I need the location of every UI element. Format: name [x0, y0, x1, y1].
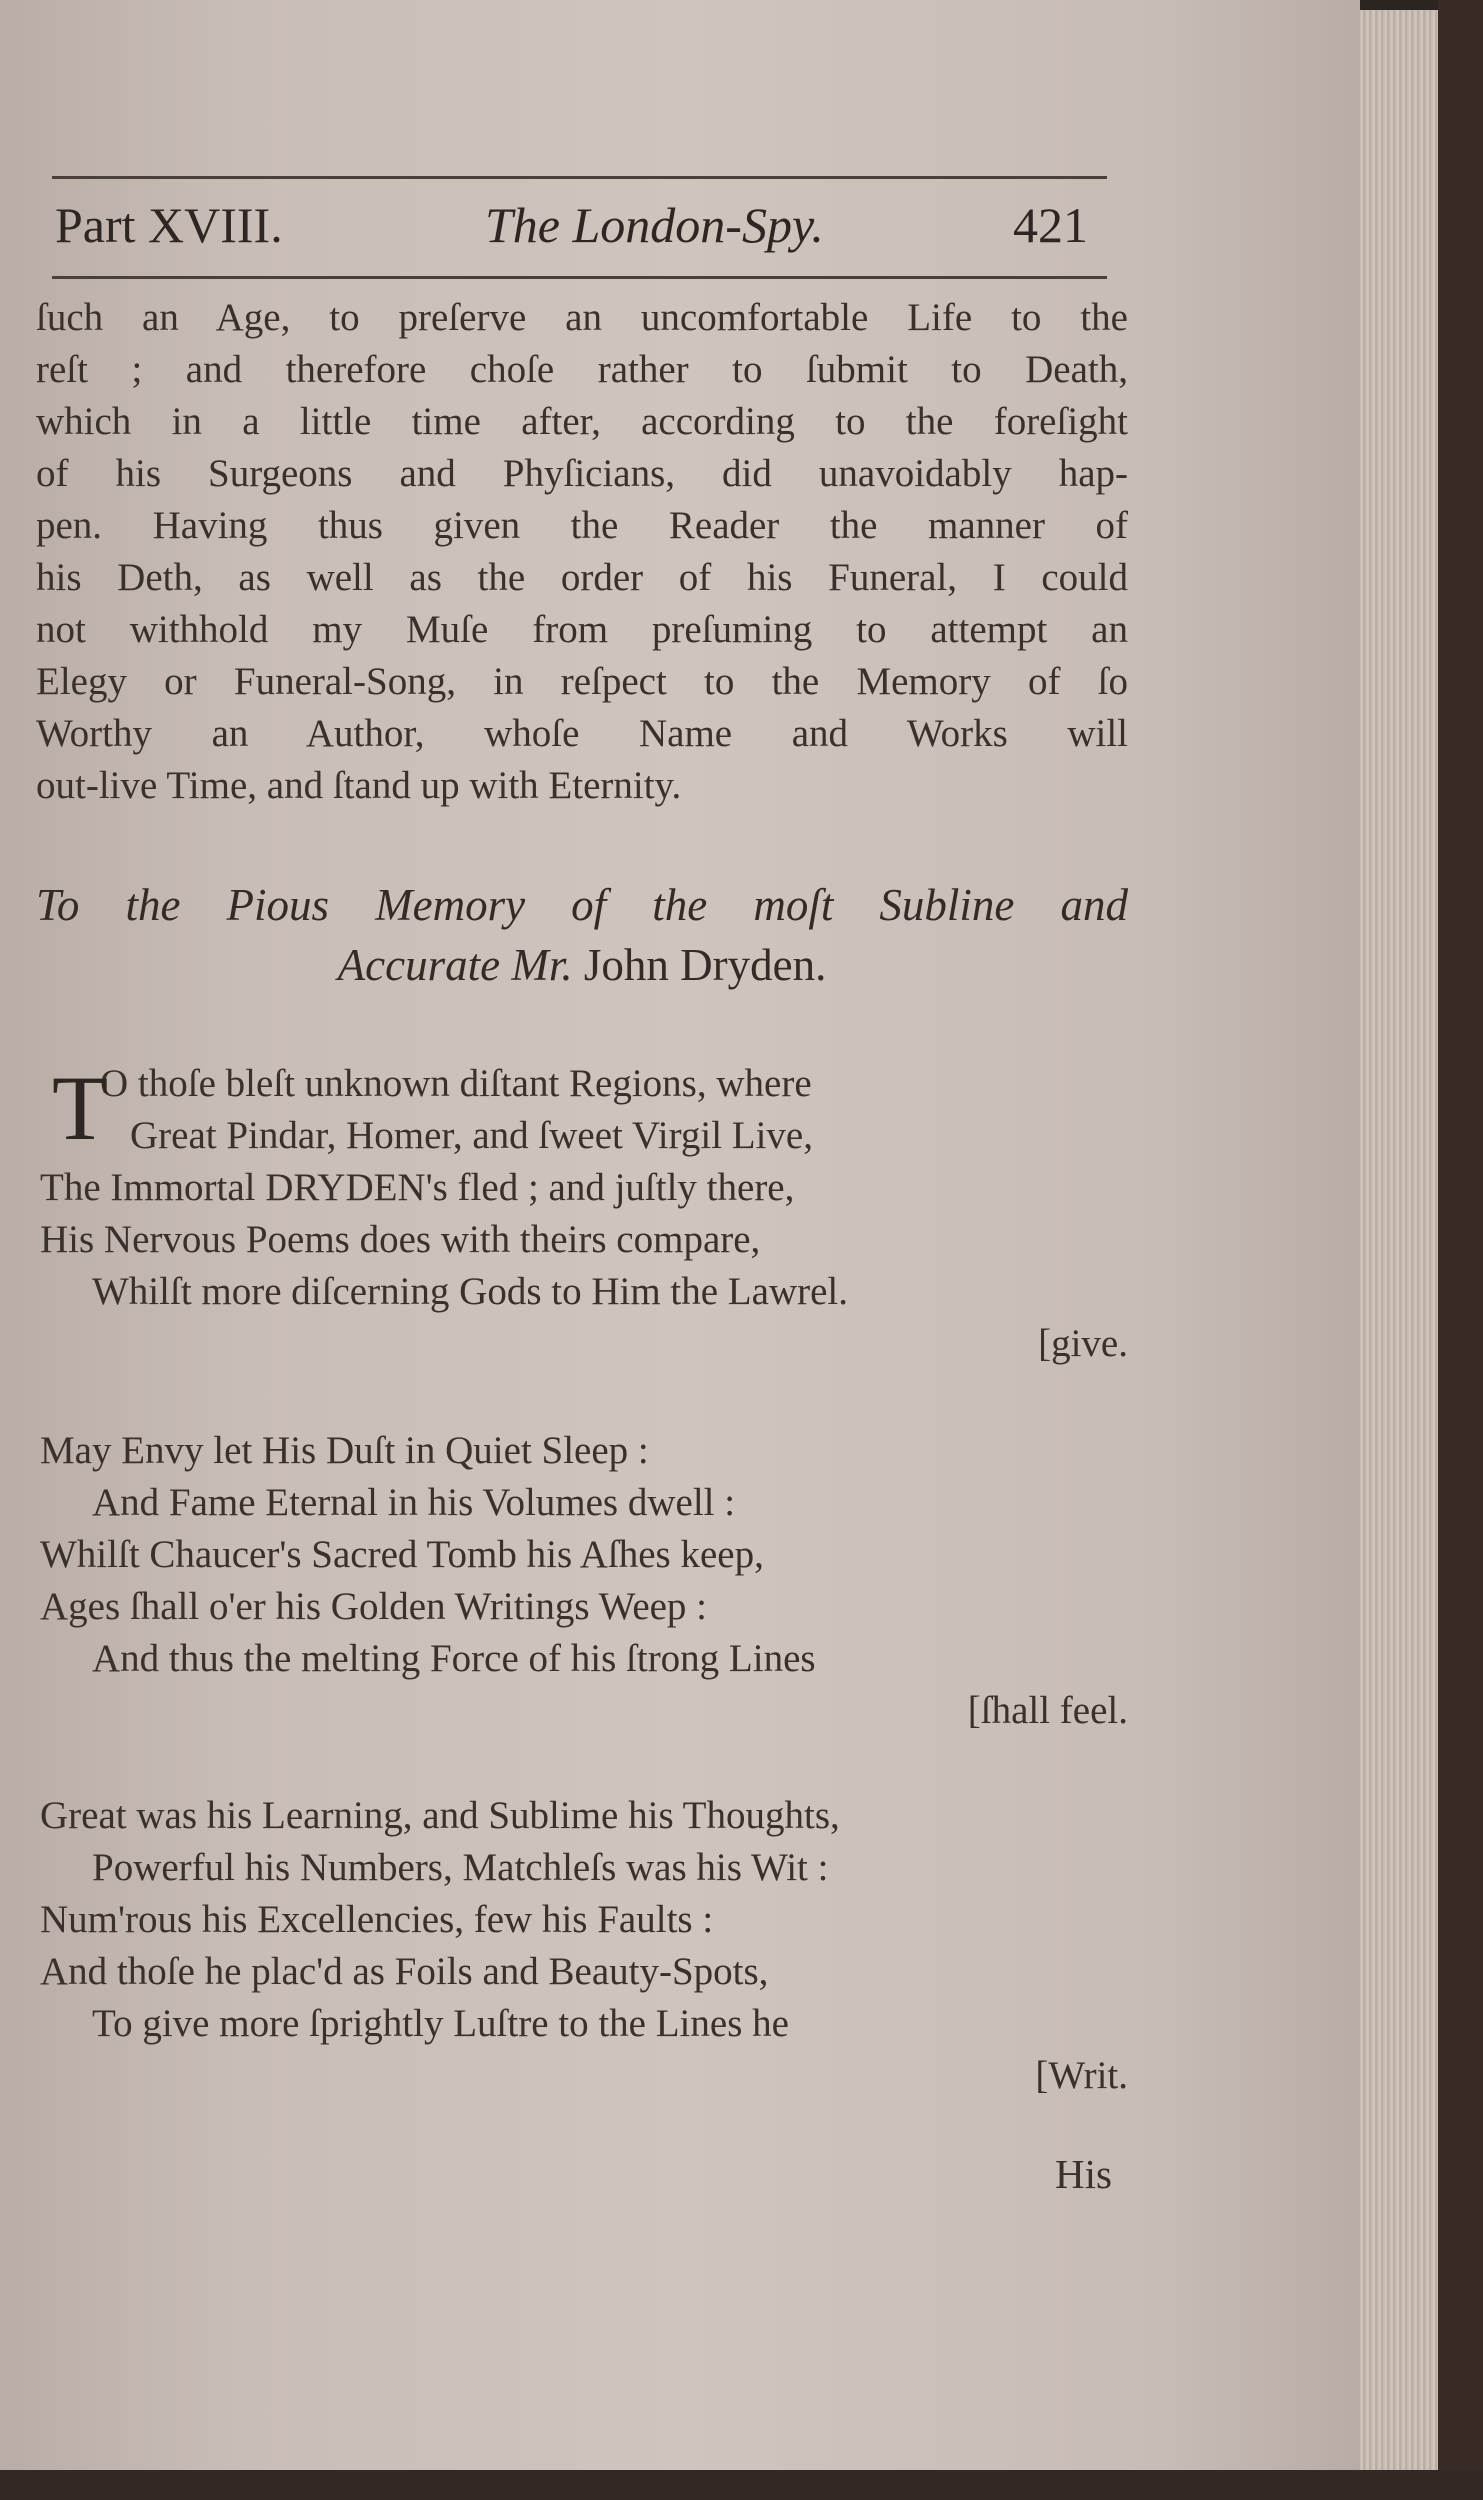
- verse-line: To give more ſprightly Luſtre to the Lines he: [92, 2002, 789, 2045]
- header-rule-top: [52, 176, 1107, 179]
- book-cover-edge: [1438, 0, 1483, 2500]
- prose-line: which in a little time after, according to the foreſight: [36, 400, 1128, 443]
- stanza-2: [40, 1425, 1128, 1737]
- verse-line: Great Pindar, Homer, and ſweet Virgil Live,: [130, 1114, 813, 1157]
- prose-line: not withhold my Muſe from preſuming to attempt an: [36, 608, 1128, 651]
- verse-line: And thoſe he plac'd as Foils and Beauty-Spots,: [40, 1950, 769, 1993]
- running-header: [55, 196, 1135, 266]
- verse-line: Num'rous his Excellencies, few his Faults :: [40, 1898, 714, 1941]
- page-fore-edge: [1360, 10, 1438, 2470]
- verse-turnover: [Writ.: [1035, 2054, 1128, 2097]
- verse-line: Great was his Learning, and Sublime his Thoughts,: [40, 1794, 840, 1837]
- prose-paragraph: [36, 292, 1128, 812]
- verse-line: O thoſe bleſt unknown diſtant Regions, where: [100, 1062, 812, 1105]
- poem-title: [36, 875, 1128, 995]
- verse-line: Whilſt Chaucer's Sacred Tomb his Aſhes keep,: [40, 1533, 764, 1576]
- catchword: His: [1055, 2151, 1112, 2197]
- prose-line: his Deth, as well as the order of his Funeral, I could: [36, 556, 1128, 599]
- prose-line: ſuch an Age, to preſerve an uncomfortable Life to the: [36, 296, 1128, 339]
- prose-line: of his Surgeons and Phyſicians, did unavoidably hap-: [36, 452, 1128, 495]
- poem-title-accurate: Accurate Mr.: [337, 940, 573, 990]
- poem-title-line-1: To the Pious Memory of the moſt Subline and: [36, 880, 1128, 930]
- poem-title-name: John Dryden.: [583, 940, 827, 990]
- verse-line: And thus the melting Force of his ſtrong Lines: [92, 1637, 816, 1680]
- verse-line: Ages ſhall o'er his Golden Writings Weep :: [40, 1585, 708, 1628]
- verse-line: And Fame Eternal in his Volumes dwell :: [92, 1481, 736, 1524]
- prose-line: Worthy an Author, whoſe Name and Works will: [36, 712, 1128, 755]
- prose-line: pen. Having thus given the Reader the manner of: [36, 504, 1128, 547]
- prose-line: Elegy or Funeral-Song, in reſpect to the Memory of ſo: [36, 660, 1128, 703]
- verse-line: Whilſt more diſcerning Gods to Him the Lawrel.: [92, 1270, 848, 1313]
- verse-turnover: [give.: [1038, 1322, 1128, 1365]
- stanza-1: [40, 1058, 1128, 1370]
- verse-line: Powerful his Numbers, Matchleſs was his Wit :: [92, 1846, 829, 1889]
- stanza-3: [40, 1790, 1128, 2102]
- prose-line: reſt ; and therefore choſe rather to ſubmit to Death,: [36, 348, 1128, 391]
- poem-title-line-2: [36, 935, 1128, 995]
- drop-cap: T: [52, 1057, 109, 1159]
- bottom-shadow: [0, 2470, 1483, 2500]
- header-title: The London-Spy.: [485, 197, 824, 253]
- header-part: Part XVIII.: [55, 197, 283, 253]
- verse-line: May Envy let His Duſt in Quiet Sleep :: [40, 1429, 649, 1472]
- verse-turnover: [ſhall feel.: [967, 1689, 1128, 1732]
- prose-line: out-live Time, and ſtand up with Eternity.: [36, 764, 682, 807]
- page-number: 421: [1013, 197, 1088, 253]
- verse-line: The Immortal DRYDEN's fled ; and juſtly there,: [40, 1166, 795, 1209]
- verse-line: His Nervous Poems does with theirs compare,: [40, 1218, 761, 1261]
- header-rule-bottom: [52, 276, 1107, 279]
